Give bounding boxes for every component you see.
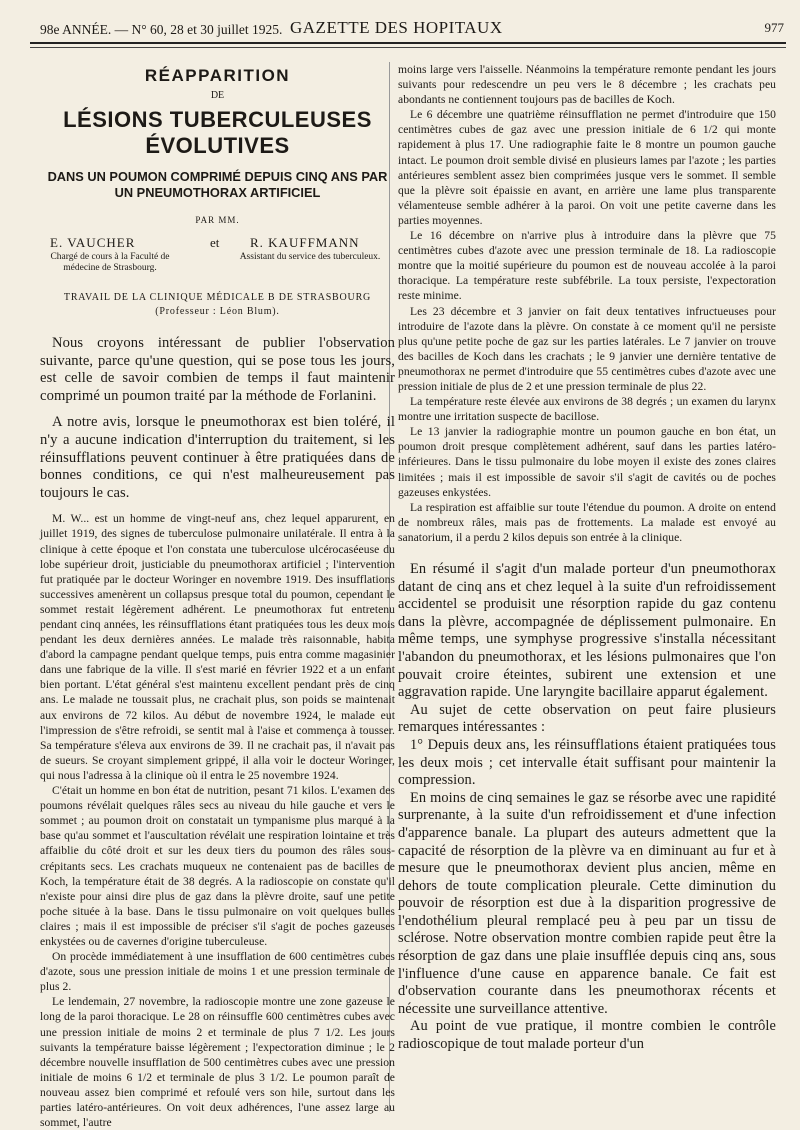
journal-title: GAZETTE DES HOPITAUX <box>290 18 503 37</box>
running-header <box>40 14 784 40</box>
summary-paragraph: 1° Depuis deux ans, les réinsufflations étaient pratiquées tous les deux mois ; cet intervalle était suffisant pour maintenir la compression. <box>398 736 776 789</box>
institution-line: TRAVAIL DE LA CLINIQUE MÉDICALE B DE STRASBOURG (Professeur : Léon Blum). <box>63 292 372 317</box>
right-column <box>398 62 776 1054</box>
body-paragraph: La température reste élevée aux environs de 38 degrés ; un examen du larynx montre une irritation suspecte de bacillose. <box>398 395 776 424</box>
header-rule-thin <box>30 47 786 48</box>
body-paragraph: C'était un homme en bon état de nutrition, pesant 71 kilos. L'examen des poumons révélait quelques râles secs au niveau du hile gauche et vers le sommet ; au poumon droit on constatait un tympanisme plus marqué à la base qu'au sommet et l'auscultation révélait une respiration lointaine et très affaiblie du côté droit et sur les deux tiers du poumon des râles sous-crépitants secs. Les crachats muqueux ne contenaient pas de bacilles de Koch, la température était de 38 degrés. A la radioscopie on constate qu'il n'existe pour ainsi dire plus de gaz dans la plèvre droite, sauf une petite poche située à la base. Dans le tissu pulmonaire on voit quelques bulles claires ; mais il est impossible de préciser s'il s'agit de poches gazeuses enkystées ou de cavernes d'origine tuberculeuse. <box>40 784 395 948</box>
body-paragraph: M. W... est un homme de vingt-neuf ans, chez lequel apparurent, en juillet 1919, des signes de tuberculose pulmonaire unilatérale. Il entra à la clinique à cette époque et l'on constata une tuberculose ulcérocaséeuse du lobe supérieur droit, justiciable du pneumothorax artificiel ; l'intervention fut pratiquée par le docteur Woringer en novembre 1919. Des insufflations successives amenèrent un collapsus presque total du poumon, cependant le sommet restait légèrement adhérent. Le pneumothorax fut entretenu pendant cinq années, les réinsufflations étant pratiquées tous les deux mois pendant les deux dernières années. Le malade très raisonnable, habita d'abord la campagne pendant quelque temps, puis entra comme magasinier dans une fabrique de la ville. Il s'est marié en février 1922 et a un enfant bien portant. L'état général s'est maintenu excellent pendant près de cinq ans. Le malade ne toussait plus, ne crachait plus, son poids se maintenait aux environs de 72 kilos. Au début de novembre 1924, le malade eut l'impression de s'être refroidi, se sentit mal à l'aise et commença à tousser. Sa température s'éleva aux environs de 39. Il ne crachait pas, il n'avait pas de sueurs. Se croyant simplement grippé, il alla voir le docteur Woringer, qui nous l'adressa à la clinique où il entra le 25 novembre 1924. <box>40 512 395 782</box>
author-1: E. VAUCHER <box>50 235 136 250</box>
summary-paragraph: En moins de cinq semaines le gaz se résorbe avec une rapidité surprenante, à la suite d'un refroidissement et d'une infection d'apparence banale. La plupart des auteurs admettent que la capacité de résorption de la plèvre va en diminuant au fur et à mesure que le pneumothorax devient plus ancien, même en dehors de toute complication pleurale. Cette diminution du pouvoir de résorption est due à la disparition progressive de l'endothélium pleural remplacé peu à peu par un tissu de sclérose. Notre observation montre combien rapide peut être la résorption de gaz dans une plaie insufflée depuis cinq ans, sous l'influence d'une cause en apparence banale. Ce fait est d'observation courante dans les pneumothorax récents et nécessite une surveillance attentive. <box>398 789 776 1017</box>
author-2-affiliation: Assistant du service des tuberculeux. <box>239 252 381 262</box>
body-paragraph: Le lendemain, 27 novembre, la radioscopie montre une zone gazeuse le long de la paroi thoracique. Le 28 on réinsuffle 600 centimètres cubes avec une pression initiale de moins 2 et terminale de plus 7 1/2. Les jours suivants la température baisse légèrement ; l'expectoration diminue ; le 2 décembre nouvelle insufflation de 500 centimètres cubes avec une pression initiale de moins 6 1/2 et terminale de plus 3 1/2. Le poumon paraît de nouveau assez bien comprimé et refoulé vers son hile, surtout dans les parties latéro-antérieures. On voit deux adhérences, l'une assez large au sommet, l'autre <box>40 995 395 1130</box>
author-2: R. KAUFFMANN <box>250 235 360 250</box>
header-rule <box>30 42 786 44</box>
lead-paragraph-2: A notre avis, lorsque le pneumothorax est bien toléré, il n'y a aucune indication d'interruption du traitement, si les réinsufflations peuvent continuer à être pratiquées dans de bonnes conditions, ce qui n'est malheureusement pas toujours le cas. <box>40 414 395 501</box>
byline-par: PAR MM. <box>195 215 240 225</box>
author-and: et <box>210 235 220 250</box>
authors-block <box>40 235 395 285</box>
body-paragraph: La respiration est affaiblie sur toute l'étendue du poumon. A droite on entend de nombreux râles, mais pas de frottements. La malade est envoyé au sanatorium, il a perdu 2 kilos depuis son entrée à la clinique. <box>398 500 776 544</box>
article-de: DE <box>210 90 225 101</box>
body-paragraph: Le 13 janvier la radiographie montre un poumon gauche en bon état, un poumon droit presque complètement adhérent, sauf dans les parties latéro-inférieures. Dans le tissu pulmonaire du lobe moyen il existe des zones claires limitées ; mais il est impossible de savoir s'il s'agit de cavités ou de poches gazeuses enkystées. <box>398 425 776 499</box>
page-number: 977 <box>764 20 784 35</box>
left-column <box>40 62 395 1130</box>
issue-line: 98e ANNÉE. — N° 60, 28 et 30 juillet 1925. <box>40 22 283 37</box>
summary-paragraph: Au sujet de cette observation on peut faire plusieurs remarques intéressantes : <box>398 701 776 736</box>
lead-paragraph-1: Nous croyons intéressant de publier l'observation suivante, parce qu'une question, qui se pose tous les jours, est celle de savoir combien de temps il faut maintenir comprimé un poumon traité par la méthode de Forlanini. <box>40 335 395 404</box>
article-title: LÉSIONS TUBERCULEUSES ÉVOLUTIVES <box>63 107 372 158</box>
body-paragraph: Les 23 décembre et 3 janvier on fait deux tentatives infructueuses pour introduire de l'azote dans la plèvre. On constate à ce moment qu'il ne persiste plus qu'une petite poche de gaz sur les parties latérales. Le 7 janvier on trouve des bacilles de Koch dans les crachats ; le 9 janvier une dernière tentative de pneumothorax ne permet d'introduire que 55 centimètres cubes d'azote avec une pression initiale de plus de 2 et une pression terminale de plus 22. <box>398 304 776 393</box>
section-gap <box>398 545 776 561</box>
summary-paragraph: Au point de vue pratique, il montre combien le contrôle radioscopique de tout malade porteur d'un <box>398 1018 776 1053</box>
body-paragraph: On procède immédiatement à une insufflation de 600 centimètres cubes d'azote, sous une pression initiale de moins 1 et une pression terminale de plus 2. <box>40 950 395 994</box>
body-paragraph: Le 6 décembre une quatrième réinsufflation ne permet d'introduire que 150 centimètres cubes de gaz avec une pression initiale de 6 1/2 qui monte rapidement à plus 17. Une radiographie faite le 8 montre un poumon gauche intact. Le poumon droit semble divisé en plusieurs lames par l'azote ; les parties antérieures semblent assez bien comprimées jusque vers le sommet. Il semble que la plèvre soit épaissie en avant, en arrière une lame plus transparente vélamenteuse semble adhérer à la paroi. On voit une petite caverne dans les parties moyennes. <box>398 108 776 227</box>
body-paragraph: Le 16 décembre on n'arrive plus à introduire dans la plèvre que 75 centimètres cubes d'azote avec une pression terminale de 18. La radioscopie montre que la moitié supérieure du poumon est de nouveau accolée à la paroi thoracique. La température reste subfébrile. La toux persiste, l'expectoration reste minime. <box>398 229 776 303</box>
summary-paragraph: En résumé il s'agit d'un malade porteur d'un pneumothorax datant de cinq ans et chez lequel à la suite d'un refroidissement accidentel se produisit une résorption rapide du gaz contenu dans la plèvre, accompagnée de déplissement pulmonaire. En même temps, une symphyse progressive s'installa nécessitant l'abandon du pneumothorax, et les lésions pulmonaires que l'on pouvait croire éteintes, subirent une extension et une aggravation rapide. Une laryngite bacillaire apparut également. <box>398 561 776 701</box>
body-paragraph: moins large vers l'aisselle. Néanmoins la température remonte pendant les jours suivants pour redescendre un peu vers le 8 décembre ; les crachats peu abondants ne contiennent toujours pas de bacilles de Koch. <box>398 63 776 107</box>
author-1-affiliation: Chargé de cours à la Faculté de médecine de Strasbourg. <box>50 252 170 273</box>
article-kicker: RÉAPPARITION <box>144 66 291 85</box>
article-subtitle: DANS UN POUMON COMPRIMÉ DEPUIS CINQ ANS PAR UN PNEUMOTHORAX ARTIFICIEL <box>47 169 388 200</box>
